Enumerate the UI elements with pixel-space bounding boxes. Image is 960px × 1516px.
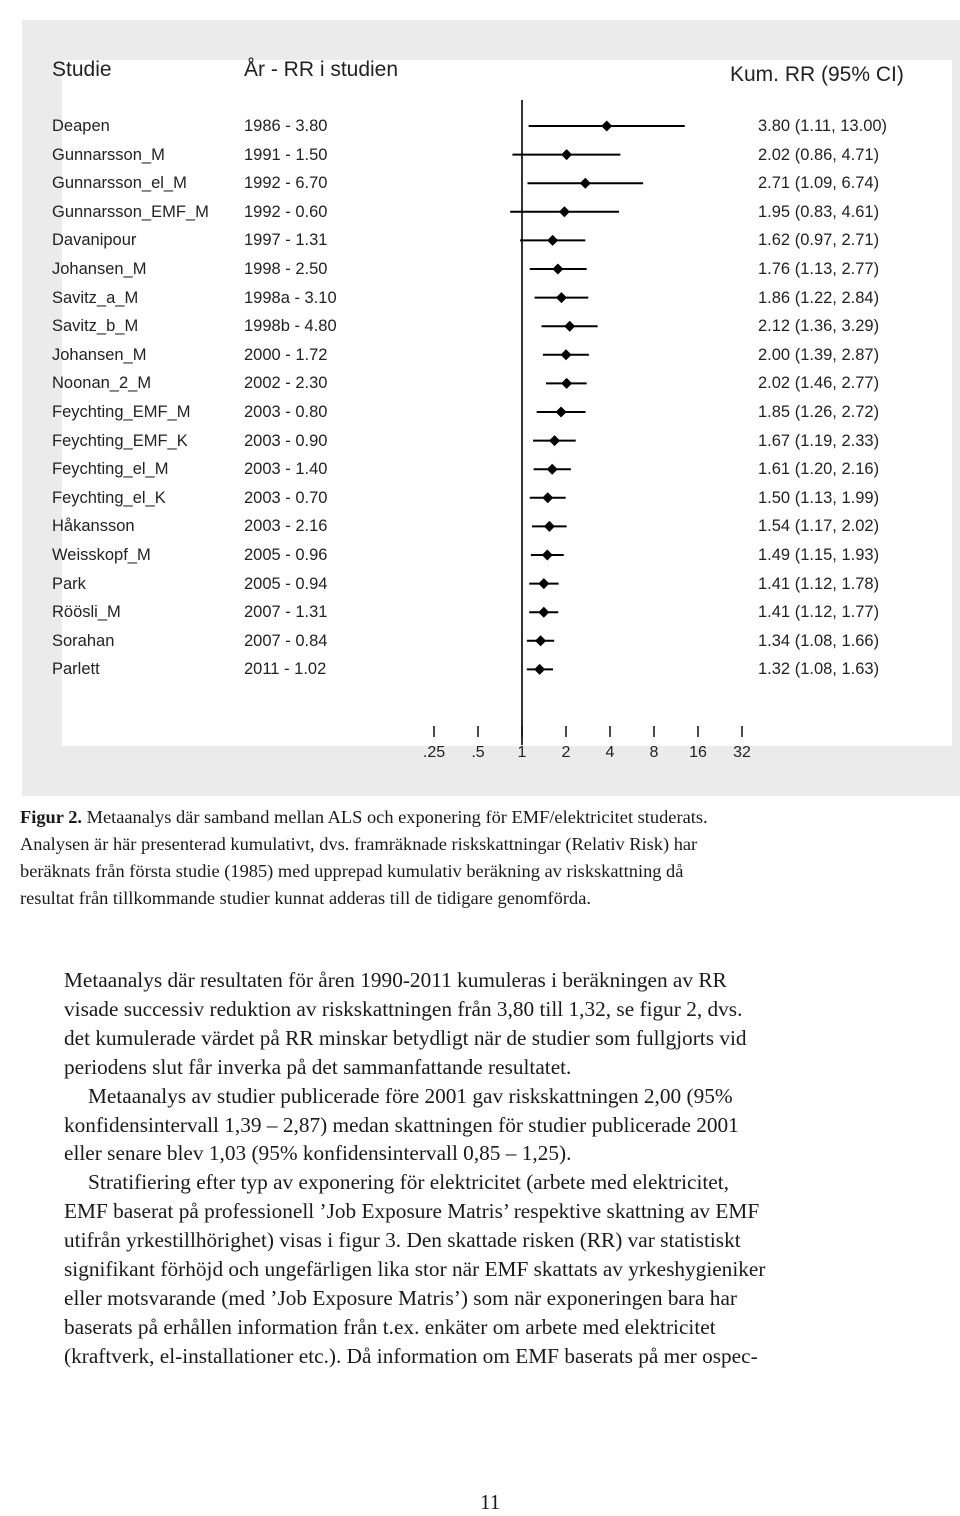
paragraph-1-line: Metaanalys där resultaten för åren 1990-2011 kumuleras i beräkningen av RR	[64, 968, 727, 992]
point-estimate-marker	[556, 292, 567, 303]
study-year-rr: 2000 - 1.72	[244, 345, 328, 364]
paragraph-3-line: (kraftverk, el-installationer etc.). Då information om EMF baserats på mer ospec-	[64, 1343, 758, 1368]
point-estimate-marker	[564, 321, 575, 332]
paragraph-3-line: eller motsvarande (med ’Job Exposure Matris’) som när exponeringen bara har	[64, 1285, 737, 1310]
cumulative-rr-ci: 1.86 (1.22, 2.84)	[758, 288, 880, 307]
page-number: 11	[480, 1490, 501, 1514]
study-year-rr: 1992 - 6.70	[244, 174, 328, 193]
study-name: Feychting_el_K	[52, 488, 166, 507]
study-name: Gunnarsson_M	[52, 145, 165, 164]
study-year-rr: 2003 - 2.16	[244, 517, 328, 536]
study-year-rr: 2002 - 2.30	[244, 374, 328, 393]
cumulative-rr-ci: 1.49 (1.15, 1.93)	[758, 546, 880, 564]
caption-label: Figur 2.	[20, 807, 82, 827]
study-name: Johansen_M	[52, 260, 147, 278]
study-name: Håkansson	[52, 517, 135, 536]
study-name: Johansen_M	[52, 345, 147, 364]
study-year-rr: 2003 - 1.40	[244, 460, 328, 479]
study-name: Weisskopf_M	[52, 546, 151, 564]
point-estimate-marker	[552, 264, 563, 275]
point-estimate-marker	[559, 206, 570, 217]
study-name: Noonan_2_M	[52, 374, 152, 393]
point-estimate-marker	[561, 149, 572, 160]
point-estimate-marker	[538, 607, 549, 618]
caption-line-4: resultat från tillkommande studier kunnat adderas till de tidigare genomförda.	[20, 888, 591, 908]
paragraph-1-line: det kumulerade värdet på RR minskar betydligt när de studier som fullgjorts vid	[64, 1025, 747, 1050]
study-year-rr: 1998 - 2.50	[244, 260, 328, 278]
point-estimate-marker	[549, 435, 560, 446]
x-tick-label: 16	[689, 744, 707, 761]
point-estimate-marker	[542, 550, 553, 561]
paragraph-3-line: Stratifiering efter typ av exponering för elektricitet (arbete med elektricitet,	[88, 1170, 729, 1195]
point-estimate-marker	[561, 349, 572, 360]
study-year-rr: 1997 - 1.31	[244, 231, 328, 250]
cumulative-rr-ci: 2.02 (0.86, 4.71)	[758, 145, 880, 164]
study-name: Röösli_M	[52, 603, 121, 622]
cumulative-rr-ci: 1.32 (1.08, 1.63)	[758, 660, 880, 679]
cumulative-rr-ci: 1.41 (1.12, 1.78)	[758, 574, 880, 593]
paragraph-3-line: EMF baserat på professionell ’Job Exposure Matris’ respektive skattning av EMF	[64, 1199, 760, 1224]
header-cum-rr: Kum. RR (95% CI)	[730, 63, 904, 86]
cumulative-rr-ci: 3.80 (1.11, 13.00)	[758, 117, 888, 135]
study-name: Sorahan	[52, 631, 115, 650]
study-year-rr: 1998b - 4.80	[244, 317, 337, 336]
x-tick-label: .5	[471, 744, 485, 761]
study-name: Gunnarsson_EMF_M	[52, 202, 209, 221]
point-estimate-marker	[547, 464, 558, 475]
x-tick-label: 1	[517, 744, 527, 761]
point-estimate-marker	[601, 121, 612, 132]
cumulative-rr-ci: 1.50 (1.13, 1.99)	[758, 488, 880, 507]
study-name: Park	[52, 574, 86, 593]
study-year-rr: 2007 - 1.31	[244, 603, 328, 622]
paragraph-1-line: periodens slut får inverka på det sammanfattande resultatet.	[64, 1054, 572, 1079]
point-estimate-marker	[538, 578, 549, 589]
cumulative-rr-ci: 1.67 (1.19, 2.33)	[758, 431, 880, 450]
body-text	[64, 966, 904, 1371]
study-year-rr: 2007 - 0.84	[244, 631, 328, 650]
paragraph-1-line: visade successiv reduktion av riskskattningen från 3,80 till 1,32, se figur 2, dvs.	[64, 996, 743, 1021]
cumulative-rr-ci: 2.12 (1.36, 3.29)	[758, 317, 880, 336]
cumulative-rr-ci: 1.85 (1.26, 2.72)	[758, 403, 880, 421]
point-estimate-marker	[544, 521, 555, 532]
study-name: Feychting_EMF_K	[52, 431, 188, 450]
x-tick-label: .25	[422, 744, 446, 761]
study-name: Savitz_b_M	[52, 317, 139, 336]
caption-line-3: beräknats från första studie (1985) med upprepad kumulativ beräkning av riskskattning då	[20, 861, 684, 881]
study-year-rr: 2005 - 0.94	[244, 574, 328, 593]
paragraph-3	[64, 1168, 904, 1370]
cumulative-rr-ci: 1.62 (0.97, 2.71)	[758, 231, 880, 250]
figure-caption	[20, 804, 920, 912]
paragraph-3-line: baserats på erhållen information från t.ex. enkäter om arbete med elektricitet	[64, 1314, 716, 1339]
study-year-rr: 1998a - 3.10	[244, 288, 337, 307]
study-year-rr: 2003 - 0.70	[244, 488, 328, 507]
cumulative-rr-ci: 2.00 (1.39, 2.87)	[758, 345, 880, 364]
cumulative-rr-ci: 1.41 (1.12, 1.77)	[758, 603, 880, 622]
cumulative-rr-ci: 2.71 (1.09, 6.74)	[758, 174, 880, 193]
cumulative-rr-ci: 1.61 (1.20, 2.16)	[758, 460, 880, 479]
caption-line-2: Analysen är här presenterad kumulativt, dvs. framräknade riskskattningar (Relativ Risk) har	[20, 834, 698, 854]
study-name: Parlett	[52, 660, 100, 679]
study-year-rr: 2003 - 0.80	[244, 403, 328, 421]
study-year-rr: 1991 - 1.50	[244, 145, 328, 164]
paragraph-1	[64, 966, 904, 1082]
cumulative-rr-ci: 1.54 (1.17, 2.02)	[758, 517, 880, 536]
study-name: Davanipour	[52, 231, 137, 250]
cumulative-rr-ci: 1.95 (0.83, 4.61)	[758, 202, 880, 221]
x-tick-label: 2	[561, 744, 571, 761]
study-name: Gunnarsson_el_M	[52, 174, 187, 193]
header-year-rr: År - RR i studien	[244, 58, 399, 81]
point-estimate-marker	[542, 492, 553, 503]
point-estimate-marker	[547, 235, 558, 246]
cumulative-rr-ci: 1.76 (1.13, 2.77)	[758, 260, 880, 278]
point-estimate-marker	[534, 664, 545, 675]
paragraph-2-line: eller senare blev 1,03 (95% konfidensintervall 0,85 – 1,25).	[64, 1141, 572, 1166]
x-tick-label: 8	[649, 744, 659, 761]
study-year-rr: 2011 - 1.02	[244, 660, 327, 679]
study-year-rr: 2003 - 0.90	[244, 431, 328, 450]
paragraph-3-line: utifrån yrkestillhörighet) visas i figur 3. Den skattade risken (RR) var statistiskt	[64, 1228, 741, 1253]
header-study: Studie	[52, 58, 112, 81]
paragraph-2-line: Metaanalys av studier publicerade före 2001 gav riskskattningen 2,00 (95%	[88, 1083, 733, 1108]
x-tick-label: 32	[733, 744, 751, 761]
study-year-rr: 2005 - 0.96	[244, 546, 328, 564]
point-estimate-marker	[535, 635, 546, 646]
study-name: Savitz_a_M	[52, 288, 139, 307]
paragraph-2-line: konfidensintervall 1,39 – 2,87) medan skattningen för studier publicerade 2001	[64, 1112, 739, 1137]
point-estimate-marker	[561, 378, 572, 389]
cumulative-rr-ci: 1.34 (1.08, 1.66)	[758, 631, 880, 650]
x-tick-label: 4	[605, 744, 615, 761]
paragraph-2	[64, 1082, 904, 1169]
point-estimate-marker	[556, 407, 567, 418]
paragraph-3-line: signifikant förhöjd och ungefärligen lika stor när EMF skattats av yrkeshygieniker	[64, 1257, 766, 1282]
study-year-rr: 1986 - 3.80	[244, 117, 328, 135]
study-name: Feychting_EMF_M	[52, 403, 191, 421]
study-name: Deapen	[52, 117, 110, 135]
caption-line-1: Metaanalys där samband mellan ALS och exponering för EMF/elektricitet studerats.	[82, 807, 708, 827]
study-year-rr: 1992 - 0.60	[244, 202, 328, 221]
point-estimate-marker	[580, 178, 591, 189]
study-name: Feychting_el_M	[52, 460, 169, 479]
cumulative-rr-ci: 2.02 (1.46, 2.77)	[758, 374, 880, 393]
